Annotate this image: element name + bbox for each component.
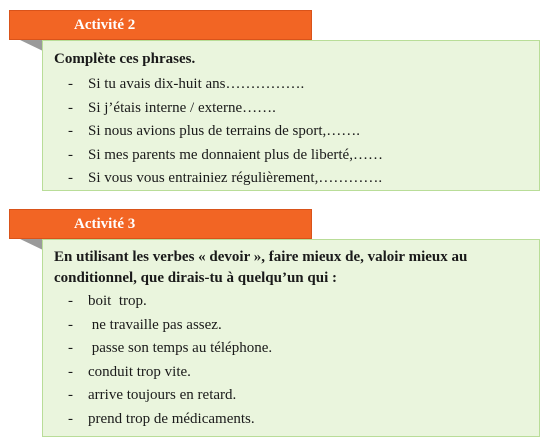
activity3-tab-fold [18, 238, 43, 250]
list-item-text: boit trop. [88, 293, 147, 309]
list-item [68, 144, 383, 168]
list-dash: - [68, 146, 73, 163]
list-item [68, 408, 272, 432]
list-item-text: passe son temps au téléphone. [88, 340, 273, 356]
list-item-text: Si mes parents me donnaient plus de liberté,…… [88, 146, 383, 163]
activity2-tab [9, 10, 312, 40]
list-item-text: ne travaille pas assez. [88, 316, 222, 333]
activity3-box [42, 239, 540, 437]
activity3-instruction-line2: conditionnel, que dirais-tu à quelqu’un qui : [54, 270, 338, 286]
list-dash: - [68, 123, 73, 139]
activity2-list [68, 73, 383, 191]
activity2-box [42, 40, 540, 191]
list-item [68, 167, 383, 191]
list-item [68, 361, 272, 385]
list-dash: - [68, 76, 73, 92]
activity2-tab-label: Activité 2 [74, 17, 136, 33]
activity2-tab-fold [18, 39, 43, 51]
list-dash: - [68, 340, 73, 356]
list-dash: - [68, 99, 73, 116]
activity3-list [68, 290, 272, 431]
activity2-instruction: Complète ces phrases. [54, 51, 196, 67]
list-item-text: Si nous avions plus de terrains de sport,……. [88, 123, 361, 139]
list-item [68, 97, 383, 121]
list-item [68, 290, 272, 314]
list-item [68, 120, 383, 144]
list-item-text: Si j’étais interne / externe……. [88, 99, 276, 116]
list-dash: - [68, 293, 73, 309]
list-item-text: arrive toujours en retard. [88, 387, 237, 403]
list-item [68, 337, 272, 361]
activity3-tab-label: Activité 3 [74, 216, 136, 232]
list-item-text: Si tu avais dix-huit ans……………. [88, 76, 305, 92]
activity3-instruction-line1: En utilisant les verbes « devoir », faire mieux de, valoir mieux au [54, 249, 468, 265]
list-dash: - [68, 387, 73, 403]
list-item-text: Si vous vous entrainiez régulièrement,…………. [88, 170, 383, 186]
list-dash: - [68, 316, 73, 333]
list-item [68, 314, 272, 338]
list-dash: - [68, 410, 73, 427]
list-item-text: conduit trop vite. [88, 363, 191, 380]
list-dash: - [68, 170, 73, 186]
activity3-tab [9, 209, 312, 239]
list-item [68, 73, 383, 97]
list-item [68, 384, 272, 408]
list-dash: - [68, 363, 73, 380]
list-item-text: prend trop de médicaments. [88, 410, 255, 427]
